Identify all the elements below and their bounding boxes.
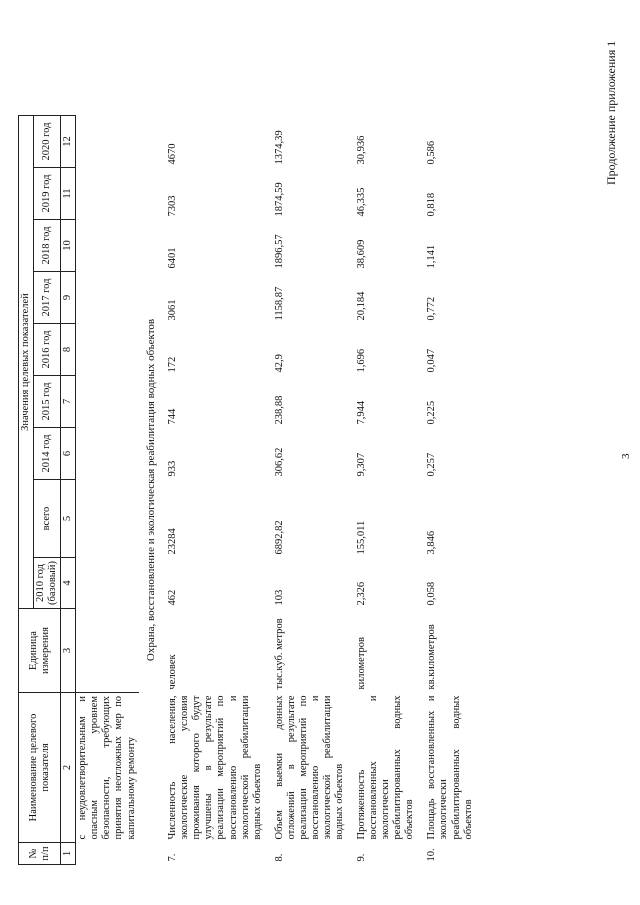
header-year: 2015 год xyxy=(34,376,61,428)
value-base: 462 xyxy=(167,589,179,606)
value-2017: 1158,87 xyxy=(273,286,285,321)
header-unit: Единица измерения xyxy=(19,609,61,693)
value-2017: 0,772 xyxy=(426,296,438,321)
target-indicators-table xyxy=(18,115,481,865)
header-name: Наименование целевого показателя xyxy=(19,693,61,843)
value-2020: 0,586 xyxy=(426,140,438,165)
continuation-note: Продолжение приложения 1 xyxy=(604,40,618,185)
col-number: 3 xyxy=(61,609,76,693)
value-2014: 9,307 xyxy=(356,452,368,477)
header-no: № п/п xyxy=(19,843,61,865)
column-numbers-row xyxy=(61,116,76,865)
row-number: 8. xyxy=(273,853,285,862)
value-2018: 6401 xyxy=(167,247,179,269)
value-2020: 1374,39 xyxy=(273,130,285,165)
value-2018: 1896,57 xyxy=(273,234,285,269)
col-number: 7 xyxy=(61,376,76,428)
table-row xyxy=(422,116,480,865)
col-number: 5 xyxy=(61,480,76,558)
row-number: 7. xyxy=(167,853,179,862)
value-total: 3,846 xyxy=(426,530,438,555)
value-base: 0,058 xyxy=(426,581,438,606)
col-number: 2 xyxy=(61,693,76,843)
header-year: 2019 год xyxy=(34,168,61,220)
section-title: Охрана, восстановление и экологическая реабилитация водных объектов xyxy=(144,318,157,662)
value-2019: 0,818 xyxy=(426,192,438,217)
value-2016: 42,9 xyxy=(273,354,285,373)
table-row xyxy=(352,116,422,865)
continued-indicator-text: с неудовлетворительным и опасным уровнем безопасности, требующих принятия неотложных мер по капитальному ремонту xyxy=(77,696,137,840)
header-year: 2017 год xyxy=(34,272,61,324)
value-base: 103 xyxy=(273,589,285,606)
col-number: 4 xyxy=(61,558,76,609)
value-2015: 7,944 xyxy=(356,400,368,425)
value-total: 6892,82 xyxy=(273,520,285,555)
table-row xyxy=(270,116,352,865)
header-year: 2014 год xyxy=(34,428,61,480)
col-number: 1 xyxy=(61,843,76,865)
header-year: 2018 год xyxy=(34,220,61,272)
indicator-unit: кв.километров xyxy=(426,624,438,690)
indicator-unit: человек xyxy=(167,654,179,690)
value-2018: 1,141 xyxy=(426,244,438,269)
header-year: 2020 год xyxy=(34,116,61,168)
header-base-year: 2010 год (базовый) xyxy=(34,558,61,609)
value-2017: 20,184 xyxy=(356,291,368,321)
indicator-unit: километров xyxy=(356,637,368,690)
continued-row xyxy=(76,116,139,865)
value-2020: 30,936 xyxy=(356,135,368,165)
col-number: 6 xyxy=(61,428,76,480)
value-2019: 7303 xyxy=(167,195,179,217)
value-2016: 0,047 xyxy=(426,348,438,373)
value-2015: 744 xyxy=(167,408,179,425)
value-2015: 0,225 xyxy=(426,400,438,425)
value-2014: 0,257 xyxy=(426,452,438,477)
header-values-group: Значения целевых показателей xyxy=(19,116,34,609)
indicator-name: Численность населения, экологические условия проживания которого будут улучшены в результате реализации мероприятий по восстановлению и экологической реабилитации водных объектов xyxy=(167,695,263,840)
col-number: 12 xyxy=(61,116,76,168)
col-number: 11 xyxy=(61,168,76,220)
indicator-name: Протяженность восстановленных и экологически реабилитированных водных объектов xyxy=(356,695,416,840)
value-total: 155,011 xyxy=(356,520,368,555)
value-2016: 1,696 xyxy=(356,348,368,373)
indicator-name: Площадь восстановленных и экологически реабилитированных водных объектов xyxy=(426,695,474,840)
section-row xyxy=(139,116,164,865)
value-2017: 3061 xyxy=(167,299,179,321)
row-number: 9. xyxy=(356,853,368,862)
page-number: 3 xyxy=(620,453,632,459)
value-2019: 46,335 xyxy=(356,187,368,217)
value-total: 23284 xyxy=(167,528,179,555)
col-number: 8 xyxy=(61,324,76,376)
value-2016: 172 xyxy=(167,356,179,373)
indicator-unit: тыс.куб. метров xyxy=(273,618,285,690)
value-base: 2,326 xyxy=(356,581,368,606)
header-year: 2016 год xyxy=(34,324,61,376)
header-row-1 xyxy=(19,116,34,865)
value-2015: 238,88 xyxy=(273,395,285,425)
header-total: всего xyxy=(34,480,61,558)
value-2018: 38,609 xyxy=(356,239,368,269)
value-2014: 933 xyxy=(167,460,179,477)
row-number: 10. xyxy=(426,848,438,862)
value-2020: 4670 xyxy=(167,143,179,165)
col-number: 10 xyxy=(61,220,76,272)
table-row xyxy=(163,116,270,865)
col-number: 9 xyxy=(61,272,76,324)
indicator-name: Объем выемки донных отложений в результате реализации мероприятий по восстановлению и экологической реабилитации водных объектов xyxy=(273,695,346,840)
value-2019: 1874,59 xyxy=(273,182,285,217)
value-2014: 306,62 xyxy=(273,447,285,477)
